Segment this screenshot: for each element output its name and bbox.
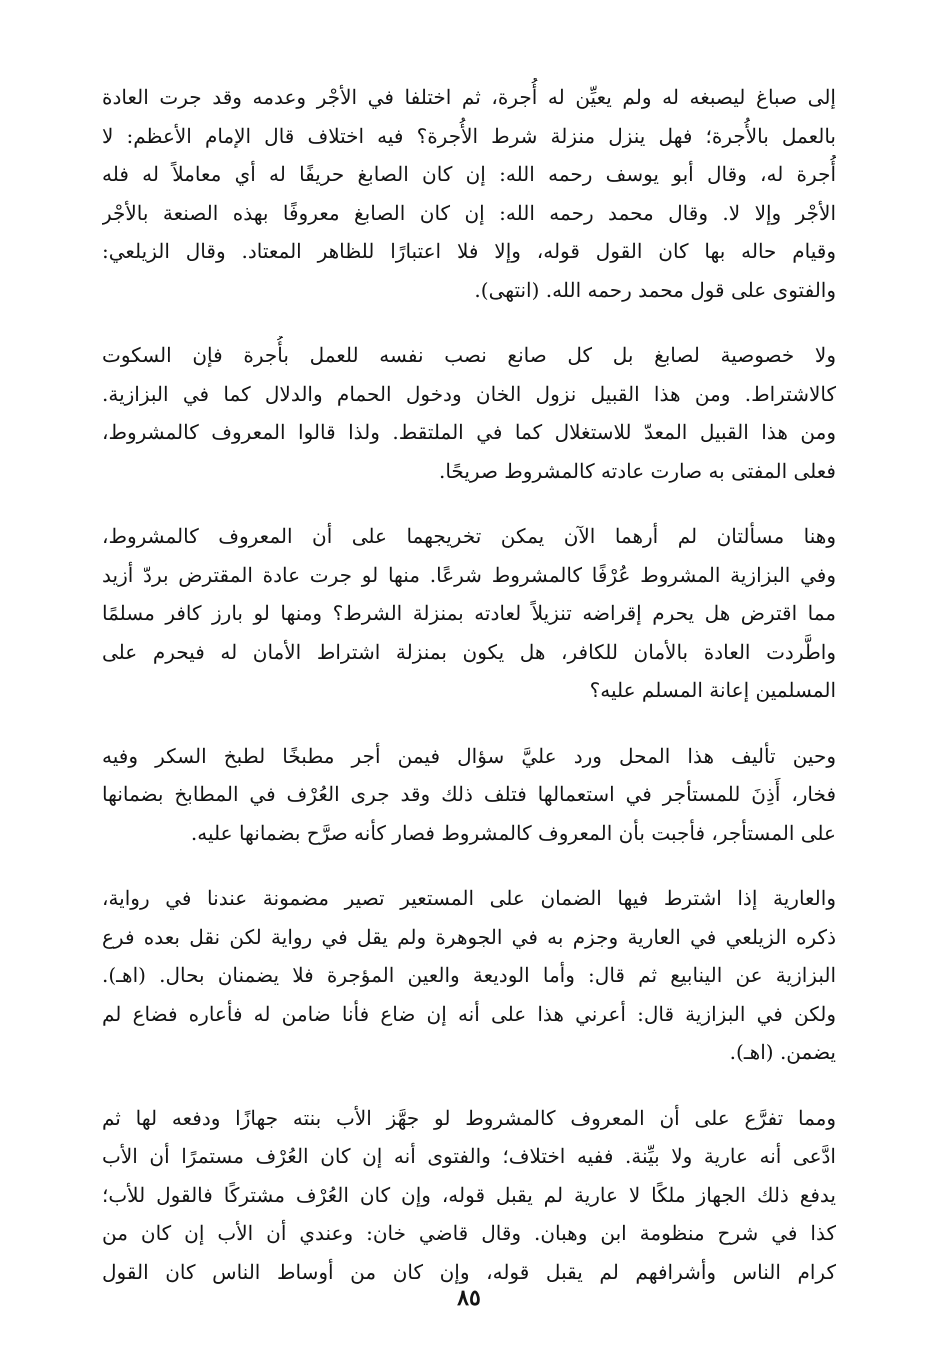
text-line: إلى صباغ ليصبغه له ولم يعيِّن له أُجرة، ثم اختلفا في الأجْر وعدمه وقد جرت العادة: [102, 85, 836, 109]
text-line: واطَّردت العادة بالأمان للكافر، هل يكون بمنزلة اشتراط الأمان له فيحرم على: [102, 639, 836, 664]
text-line: ومما تفرَّع على أن المعروف كالمشروط لو جهَّز الأب بنته جهازًا ودفعه لها ثم: [102, 1105, 836, 1130]
text-line: ادَّعى أنه عارية ولا بيِّنة. ففيه اختلاف؛ والفتوى أنه إن كان العُرْف مستمرًا أن الأب: [102, 1144, 836, 1168]
text-line: المسلمين إعانة المسلم عليه؟: [589, 678, 836, 702]
text-line: أُجرة له، وقال أبو يوسف رحمه الله: إن كان الصابغ حريفًا له أي معاملاً له فله: [102, 162, 836, 186]
paragraph: [102, 78, 836, 309]
text-line: على المستأجر، فأجبت بأن المعروف كالمشروط فصار كأنه صرَّح بضمانها عليه.: [190, 820, 836, 845]
text-line: البزازية عن الينابيع ثم قال: وأما الوديعة والعين المؤجرة فلا يضمنان بحال. (اهـ).: [102, 963, 836, 987]
text-line: يضمن. (اهـ).: [729, 1040, 836, 1064]
text-line: والفتوى على قول محمد رحمه الله. (انتهى).: [474, 277, 836, 302]
paragraph: [102, 879, 836, 1072]
text-line: وفي البزازية المشروط عُرْفًا كالمشروط شرعًا. منها لو جرت عادة المقترض بردّ أزيد: [102, 562, 836, 587]
paragraph: [102, 517, 836, 710]
text-line: والعارية إذا اشترط فيها الضمان على المستعير تصير مضمونة عندنا في رواية،: [102, 886, 836, 910]
text-line: وقيام حاله بها كان القول قوله، وإلا فلا اعتبارًا للظاهر المعتاد. وقال الزيلعي:: [102, 239, 836, 263]
page-number: ٨٥: [457, 1285, 481, 1311]
page-body: [102, 78, 836, 1284]
text-line: فخار، أَذِنَ للمستأجر في استعمالها فتلف ذلك وقد جرى العُرْف في المطابخ بضمانها: [102, 782, 836, 806]
text-line: وهنا مسألتان لم أرهما الآن يمكن تخريجهما على أن المعروف كالمشروط،: [102, 524, 836, 548]
text-line: وحين تأليف هذا المحل ورد عليَّ سؤال فيمن أجر مطبخًا لطبخ السكر وفيه: [102, 743, 836, 768]
paragraph: [102, 1099, 836, 1292]
text-line: ذكره الزيلعي في العارية وجزم به في الجوهرة ولم يقل في رواية لكن نقل بعده فرع: [102, 924, 836, 949]
paragraph: [102, 737, 836, 853]
text-line: ولا خصوصية لصابغ بل كل صانع نصب نفسه للعمل بأُجرة فإن السكوت: [102, 343, 836, 367]
text-line: مما اقترض هل يحرم إقراضه تنزيلاً لعادته بمنزلة الشرط؟ ومنها لو بارز كافر مسلمًا: [102, 601, 836, 625]
paragraph: [102, 336, 836, 490]
text-line: بالعمل بالأُجرة؛ فهل ينزل منزلة شرط الأُجرة؟ فيه اختلاف قال الإمام الأعظم: لا: [102, 123, 836, 148]
text-line: كرام الناس وأشرافهم لم يقبل قوله، وإن كان من أوساط الناس كان القول: [102, 1259, 836, 1284]
text-line: الأجْر وإلا لا. وقال محمد رحمه الله: إن كان الصابغ معروفًا بهذه الصنعة بالأجْر: [102, 200, 836, 225]
text-line: كذا في شرح منظومة ابن وهبان. وقال قاضي خان: وعندي أن الأب إن كان من: [102, 1221, 836, 1245]
text-line: فعلى المفتى به صارت عادته كالمشروط صريحًا.: [438, 458, 836, 483]
text-line: كالاشتراط. ومن هذا القبيل نزول الخان ودخول الحمام والدلال كما في البزازية.: [102, 381, 836, 406]
text-line: ولكن في البزازية قال: أعرني هذا على أنه إن ضاع فأنا ضامن له فأعاره فضاع لم: [102, 1001, 836, 1026]
text-line: ومن هذا القبيل المعدّ للاستغلال كما في الملتقط. ولذا قالوا المعروف كالمشروط،: [102, 420, 836, 444]
text-line: يدفع ذلك الجهاز ملكًا لا عارية لم يقبل قوله، وإن كان العُرْف مشتركًا فالقول للأب؛: [102, 1182, 836, 1207]
